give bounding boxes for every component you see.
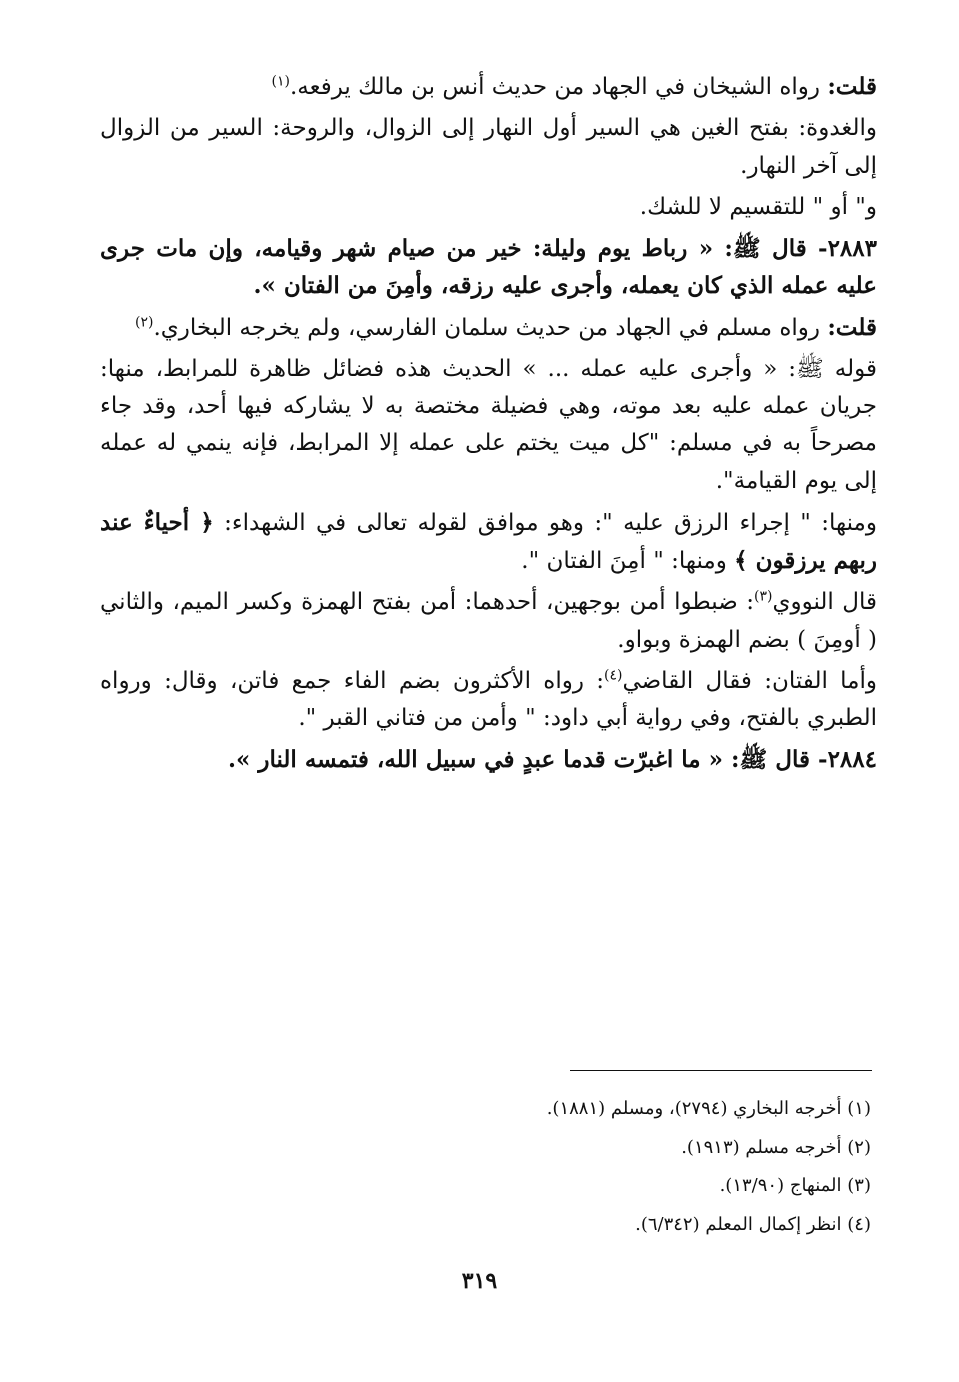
footnote-4: (٤) انظر إكمال المعلم (٦/٣٤٢). bbox=[635, 1213, 871, 1235]
paragraph-text-continued: : رواه الأكثرون بضم الفاء جمع فاتن، وقال: ورواه الطبري بالفتح، وفي رواية أبي داود: " وأمن من فتاني القبر ". bbox=[100, 667, 877, 731]
paragraph-3 bbox=[100, 189, 877, 226]
paragraph-9 bbox=[100, 663, 877, 738]
footnote-3: (٣) المنهاج (١٣/٩٠). bbox=[719, 1175, 871, 1197]
hadith-2883 bbox=[100, 230, 877, 305]
footnote-divider bbox=[570, 1070, 872, 1071]
paragraph-text: رواه مسلم في الجهاد من حديث سلمان الفارسي، ولم يخرجه البخاري. bbox=[153, 314, 828, 341]
paragraph-6 bbox=[100, 351, 877, 500]
footnote-2: (٢) أخرجه مسلم (١٩١٣). bbox=[681, 1136, 871, 1158]
paragraph-text: والغدوة: بفتح الغين هي السير أول النهار إلى الزوال، والروحة: السير من الزوال إلى آخر النهار. bbox=[100, 115, 877, 179]
paragraph-text: رواه الشيخان في الجهاد من حديث أنس بن مالك يرفعه. bbox=[290, 74, 828, 100]
footnote-ref-3[interactable]: (٣) bbox=[754, 588, 773, 605]
qultu-label: قلت: bbox=[827, 73, 877, 100]
footnote-ref-4[interactable]: (٤) bbox=[604, 667, 623, 684]
paragraph-7 bbox=[100, 504, 877, 581]
paragraph-text: قال النووي bbox=[772, 589, 877, 616]
hadith-text: ٢٨٨٣- قال ﷺ: « رباط يوم وليلة: خير من صيام شهر وقيامه، وإن مات جرى عليه عمله الذي كان يعمله، وأجرى عليه رزقه، وأمِنَ من الفتان ». bbox=[100, 235, 877, 300]
paragraph-text: و" أو " للتقسيم لا للشك. bbox=[639, 193, 877, 220]
paragraph-1 bbox=[100, 68, 877, 106]
paragraph-text-continued: : ضبطوا أمن بوجهين، أحدهما: أمن بفتح الهمزة وكسر الميم، والثاني ( أومِنَ ) بضم الهمزة وبواو. bbox=[100, 589, 877, 653]
hadith-text: ٢٨٨٤- قال ﷺ: « ما اغبرّت قدما عبدٍ في سبيل الله، فتمسه النار ». bbox=[227, 746, 877, 774]
paragraph-text: قوله ﷺ: « وأجرى عليه عمله ... » الحديث هذه فضائل ظاهرة للمرابط، منها: جريان عمله عليه بعد موته، وهي فضيلة مختصة به لا يشاركه فيها أحد، وقد جاء مصرحاً به في مسلم: "كل ميت يختم على عمله إلا المرابط، فإنه ينمي له عمله إلى يوم القيامة". bbox=[100, 355, 877, 494]
paragraph-2 bbox=[100, 110, 877, 185]
main-text bbox=[100, 68, 877, 783]
paragraph-8 bbox=[100, 584, 877, 659]
paragraph-text-continued: ومنها: " أمِنَ الفتان ". bbox=[521, 548, 735, 574]
paragraph-text: ومنها: " إجراء الرزق عليه ": وهو موافق لقوله تعالى في الشهداء: bbox=[213, 509, 877, 536]
footnote-1: (١) أخرجه البخاري (٢٧٩٤)، ومسلم (١٨٨١). bbox=[546, 1098, 871, 1119]
paragraph-text: وأما الفتان: فقال القاضي bbox=[622, 667, 877, 694]
page-number: ٣١٩ bbox=[461, 1268, 498, 1294]
footnotes bbox=[371, 1094, 871, 1248]
quran-verse: ﴿ أحياءٌ عند ربهم يرزقون ﴾ bbox=[100, 508, 877, 574]
qultu-label: قلت: bbox=[827, 313, 877, 341]
hadith-2884 bbox=[100, 741, 877, 778]
paragraph-5 bbox=[100, 309, 877, 347]
footnote-ref-2[interactable]: (٢) bbox=[135, 313, 154, 330]
footnote-ref-1[interactable]: (١) bbox=[271, 73, 290, 90]
